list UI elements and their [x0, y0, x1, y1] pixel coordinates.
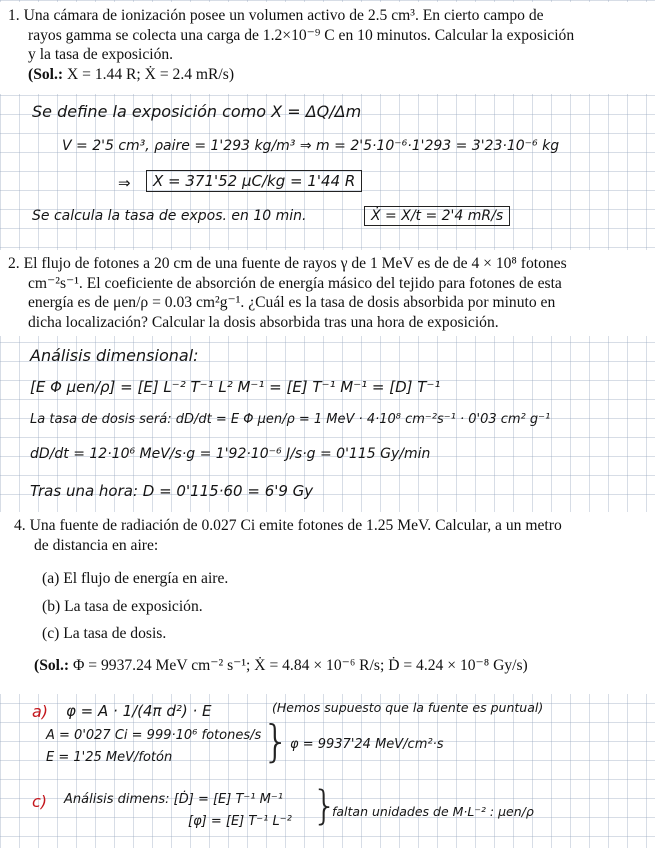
problem-4-item-c: (c) La tasa de dosis. [42, 625, 167, 643]
brace-a: } [262, 716, 290, 767]
note-dose-rate-result: dD/dt = 12·10⁶ MeV/s·g = 1'92·10⁻⁶ J/s·g = 0'115 Gy/min [30, 446, 431, 462]
problem-2 [0, 250, 655, 336]
problem-2-line: dicha localización? Calcular la dosis absorbida tras una hora de exposición. [28, 313, 499, 331]
note-part-a-label: a) [32, 702, 49, 721]
problem-4-line: de distancia en aire: [34, 536, 159, 554]
note-flux-dimensions: [φ] = [E] T⁻¹ L⁻² [188, 814, 292, 829]
note-point-source-assumption: (Hemos supuesto que la fuente es puntual) [272, 700, 544, 715]
boxed-exposure-result: X = 371'52 μC/kg = 1'44 R [146, 170, 362, 192]
note-flux-formula: φ = A · 1/(4π d²) · E [66, 702, 212, 720]
note-flux-result: φ = 9937'24 MeV/cm²·s [290, 737, 444, 752]
problem-1-line: 1. Una cámara de ionización posee un volumen activo de 2.5 cm³. En cierto campo de [8, 7, 544, 24]
note-photon-energy: E = 1'25 MeV/fotón [46, 750, 173, 765]
note-arrow: ⇒ [118, 174, 131, 192]
problem-1-solution [8, 65, 649, 85]
note-rate-intro: Se calcula la tasa de expos. en 10 min. [32, 208, 307, 224]
note-total-dose: Tras una hora: D = 0'115·60 = 6'9 Gy [30, 482, 314, 500]
problem-4-line: 4. Una fuente de radiación de 0.027 Ci emite fotones de 1.25 MeV. Calcular, a un metro [14, 517, 562, 534]
problem-1-line: rayos gamma se colecta una carga de 1.2×10⁻⁹ C en 10 minutos. Calcular la exposición [28, 26, 575, 44]
solution-label: (Sol.: [34, 656, 70, 674]
boxed-rate-result: Ẋ = X/t = 2'4 mR/s [364, 206, 510, 226]
brace-c: } [312, 783, 338, 829]
note-dose-rate-formula: La tasa de dosis será: dD/dt = E Φ μen/ρ = 1 MeV · 4·10⁸ cm⁻²s⁻¹ · 0'03 cm² g⁻¹ [30, 412, 551, 427]
problem-4-item-a: (a) El flujo de energía en aire. [42, 570, 229, 588]
note-mass-calculation: V = 2'5 cm³, ρaire = 1'293 kg/m³ ⇒ m = 2'5·10⁻⁶·1'293 = 3'23·10⁻⁶ kg [62, 138, 560, 154]
problem-4-item-b: (b) La tasa de exposición. [42, 597, 203, 615]
note-missing-units: faltan unidades de M·L⁻² : μen/ρ [332, 804, 534, 819]
note-exposure-definition: Se define la exposición como X = ΔQ/Δm [32, 102, 362, 121]
problem-4 [0, 512, 655, 694]
solution-label: (Sol.: [28, 65, 64, 83]
problem-2-line: energía es de μen/ρ = 0.03 cm²g⁻¹. ¿Cuál es la tasa de dosis absorbida por minuto en [28, 294, 556, 312]
solution-text: X = 1.44 R; Ẋ = 2.4 mR/s) [63, 65, 235, 83]
problem-1-line: y la tasa de exposición. [28, 46, 174, 64]
problem-4-solution [8, 656, 649, 676]
note-dimensional-analysis: [E Φ μen/ρ] = [E] L⁻² T⁻¹ L² M⁻¹ = [E] T⁻¹ M⁻¹ = [D] T⁻¹ [30, 378, 441, 396]
note-part-c-label: c) [32, 792, 48, 811]
problem-2-line: cm⁻²s⁻¹. El coeficiente de absorción de energía másico del tejido para fotones de esta [28, 274, 562, 292]
note-dimensional-analysis-title: Análisis dimensional: [30, 346, 199, 365]
solution-text: Φ = 9937.24 MeV cm⁻² s⁻¹; Ẋ = 4.84 × 10⁻⁶ R/s; Ḋ = 4.24 × 10⁻⁸ Gy/s) [69, 656, 528, 674]
problem-2-line: 2. El flujo de fotones a 20 cm de una fuente de rayos γ de 1 MeV es de de 4 × 10⁸ fotones [8, 255, 567, 272]
problem-1 [0, 2, 655, 94]
note-activity: A = 0'027 Ci = 999·10⁶ fotones/s [46, 728, 262, 743]
note-dose-dimensions: Análisis dimens: [Ḋ] = [E] T⁻¹ M⁻¹ [64, 792, 283, 807]
